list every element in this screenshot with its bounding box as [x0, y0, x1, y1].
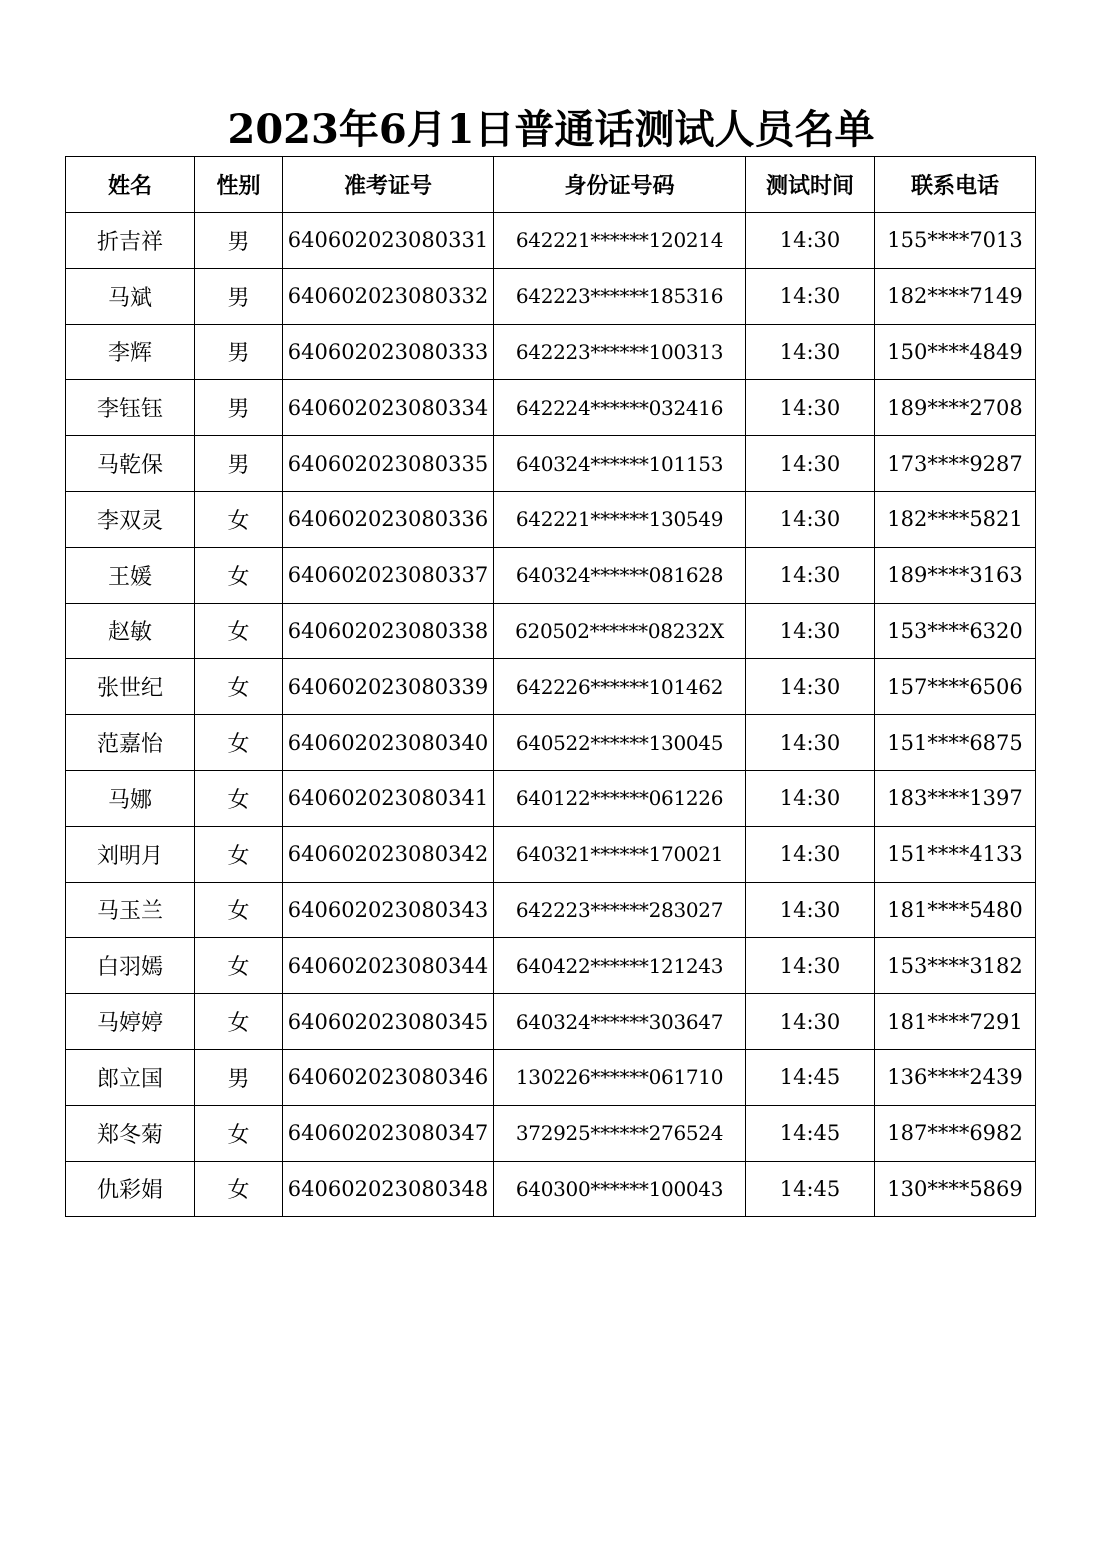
table-row: [66, 715, 1036, 771]
column-header-phone: 联系电话: [875, 157, 1036, 213]
cell-exam-number: 640602023080348: [283, 1161, 494, 1217]
cell-phone: 181****5480: [875, 882, 1036, 938]
cell-gender: 女: [195, 491, 283, 547]
cell-id-number: 640122******061226: [494, 770, 746, 826]
cell-exam-number: 640602023080334: [283, 380, 494, 436]
cell-phone: 155****7013: [875, 213, 1036, 269]
table-row: [66, 882, 1036, 938]
cell-name: 马婷婷: [66, 994, 195, 1050]
cell-id-number: 640522******130045: [494, 715, 746, 771]
cell-gender: 女: [195, 938, 283, 994]
table-row: [66, 547, 1036, 603]
cell-id-number: 642221******130549: [494, 491, 746, 547]
column-header-name: 姓名: [66, 157, 195, 213]
cell-id-number: 130226******061710: [494, 1049, 746, 1105]
cell-name: 仇彩娟: [66, 1161, 195, 1217]
cell-id-number: 640324******081628: [494, 547, 746, 603]
cell-name: 王媛: [66, 547, 195, 603]
cell-phone: 157****6506: [875, 659, 1036, 715]
cell-test-time: 14:30: [746, 436, 875, 492]
cell-id-number: 642223******100313: [494, 324, 746, 380]
cell-gender: 女: [195, 1105, 283, 1161]
table-row: [66, 268, 1036, 324]
cell-test-time: 14:30: [746, 826, 875, 882]
cell-phone: 151****6875: [875, 715, 1036, 771]
cell-id-number: 372925******276524: [494, 1105, 746, 1161]
cell-exam-number: 640602023080344: [283, 938, 494, 994]
cell-exam-number: 640602023080335: [283, 436, 494, 492]
cell-gender: 女: [195, 826, 283, 882]
cell-name: 赵敏: [66, 603, 195, 659]
table-row: [66, 491, 1036, 547]
cell-gender: 女: [195, 547, 283, 603]
cell-exam-number: 640602023080339: [283, 659, 494, 715]
cell-exam-number: 640602023080343: [283, 882, 494, 938]
table-row: [66, 324, 1036, 380]
table-row: [66, 826, 1036, 882]
cell-gender: 男: [195, 436, 283, 492]
column-header-test-time: 测试时间: [746, 157, 875, 213]
cell-phone: 173****9287: [875, 436, 1036, 492]
table-row: [66, 380, 1036, 436]
cell-name: 马乾保: [66, 436, 195, 492]
table-row: [66, 659, 1036, 715]
cell-exam-number: 640602023080331: [283, 213, 494, 269]
cell-gender: 男: [195, 1049, 283, 1105]
cell-test-time: 14:30: [746, 324, 875, 380]
cell-test-time: 14:30: [746, 770, 875, 826]
cell-phone: 153****3182: [875, 938, 1036, 994]
page-title: 2023年6月1日普通话测试人员名单: [227, 106, 875, 153]
cell-exam-number: 640602023080337: [283, 547, 494, 603]
cell-gender: 女: [195, 715, 283, 771]
cell-id-number: 640324******303647: [494, 994, 746, 1050]
cell-id-number: 642224******032416: [494, 380, 746, 436]
cell-id-number: 642221******120214: [494, 213, 746, 269]
cell-exam-number: 640602023080342: [283, 826, 494, 882]
cell-name: 范嘉怡: [66, 715, 195, 771]
cell-test-time: 14:45: [746, 1049, 875, 1105]
cell-name: 马斌: [66, 268, 195, 324]
cell-test-time: 14:30: [746, 213, 875, 269]
cell-name: 刘明月: [66, 826, 195, 882]
cell-test-time: 14:30: [746, 659, 875, 715]
cell-test-time: 14:45: [746, 1105, 875, 1161]
cell-phone: 130****5869: [875, 1161, 1036, 1217]
cell-phone: 136****2439: [875, 1049, 1036, 1105]
cell-test-time: 14:30: [746, 380, 875, 436]
table-row: [66, 770, 1036, 826]
cell-phone: 189****3163: [875, 547, 1036, 603]
column-header-id-number: 身份证号码: [494, 157, 746, 213]
cell-id-number: 640300******100043: [494, 1161, 746, 1217]
cell-id-number: 640324******101153: [494, 436, 746, 492]
cell-test-time: 14:30: [746, 491, 875, 547]
cell-test-time: 14:30: [746, 994, 875, 1050]
cell-gender: 女: [195, 770, 283, 826]
column-header-exam-number: 准考证号: [283, 157, 494, 213]
cell-test-time: 14:45: [746, 1161, 875, 1217]
cell-id-number: 642223******283027: [494, 882, 746, 938]
column-header-gender: 性别: [195, 157, 283, 213]
cell-gender: 女: [195, 1161, 283, 1217]
cell-id-number: 620502******08232X: [494, 603, 746, 659]
cell-name: 郑冬菊: [66, 1105, 195, 1161]
cell-name: 李辉: [66, 324, 195, 380]
cell-test-time: 14:30: [746, 715, 875, 771]
cell-exam-number: 640602023080340: [283, 715, 494, 771]
table-row: [66, 938, 1036, 994]
cell-exam-number: 640602023080332: [283, 268, 494, 324]
cell-name: 马娜: [66, 770, 195, 826]
cell-phone: 153****6320: [875, 603, 1036, 659]
table-row: [66, 436, 1036, 492]
cell-name: 李双灵: [66, 491, 195, 547]
table-row: [66, 1161, 1036, 1217]
cell-phone: 150****4849: [875, 324, 1036, 380]
cell-id-number: 642223******185316: [494, 268, 746, 324]
cell-phone: 181****7291: [875, 994, 1036, 1050]
cell-phone: 189****2708: [875, 380, 1036, 436]
cell-test-time: 14:30: [746, 882, 875, 938]
cell-test-time: 14:30: [746, 268, 875, 324]
cell-exam-number: 640602023080346: [283, 1049, 494, 1105]
cell-gender: 男: [195, 324, 283, 380]
cell-phone: 183****1397: [875, 770, 1036, 826]
cell-gender: 男: [195, 380, 283, 436]
cell-gender: 男: [195, 213, 283, 269]
cell-name: 马玉兰: [66, 882, 195, 938]
cell-phone: 182****5821: [875, 491, 1036, 547]
table-row: [66, 1105, 1036, 1161]
cell-test-time: 14:30: [746, 547, 875, 603]
cell-phone: 182****7149: [875, 268, 1036, 324]
cell-exam-number: 640602023080345: [283, 994, 494, 1050]
cell-gender: 男: [195, 268, 283, 324]
table-row: [66, 994, 1036, 1050]
cell-exam-number: 640602023080347: [283, 1105, 494, 1161]
cell-exam-number: 640602023080338: [283, 603, 494, 659]
cell-name: 李钰钰: [66, 380, 195, 436]
cell-id-number: 640321******170021: [494, 826, 746, 882]
cell-id-number: 640422******121243: [494, 938, 746, 994]
cell-phone: 151****4133: [875, 826, 1036, 882]
cell-name: 折吉祥: [66, 213, 195, 269]
header-row: [66, 157, 1036, 213]
cell-test-time: 14:30: [746, 938, 875, 994]
cell-id-number: 642226******101462: [494, 659, 746, 715]
cell-phone: 187****6982: [875, 1105, 1036, 1161]
roster-body: [66, 213, 1036, 1217]
cell-exam-number: 640602023080336: [283, 491, 494, 547]
roster-table: [65, 156, 1036, 1217]
cell-name: 张世纪: [66, 659, 195, 715]
table-row: [66, 603, 1036, 659]
cell-gender: 女: [195, 882, 283, 938]
cell-exam-number: 640602023080341: [283, 770, 494, 826]
cell-name: 郎立国: [66, 1049, 195, 1105]
cell-name: 白羽嫣: [66, 938, 195, 994]
cell-gender: 女: [195, 659, 283, 715]
cell-gender: 女: [195, 603, 283, 659]
cell-gender: 女: [195, 994, 283, 1050]
table-row: [66, 1049, 1036, 1105]
table-row: [66, 213, 1036, 269]
cell-exam-number: 640602023080333: [283, 324, 494, 380]
cell-test-time: 14:30: [746, 603, 875, 659]
